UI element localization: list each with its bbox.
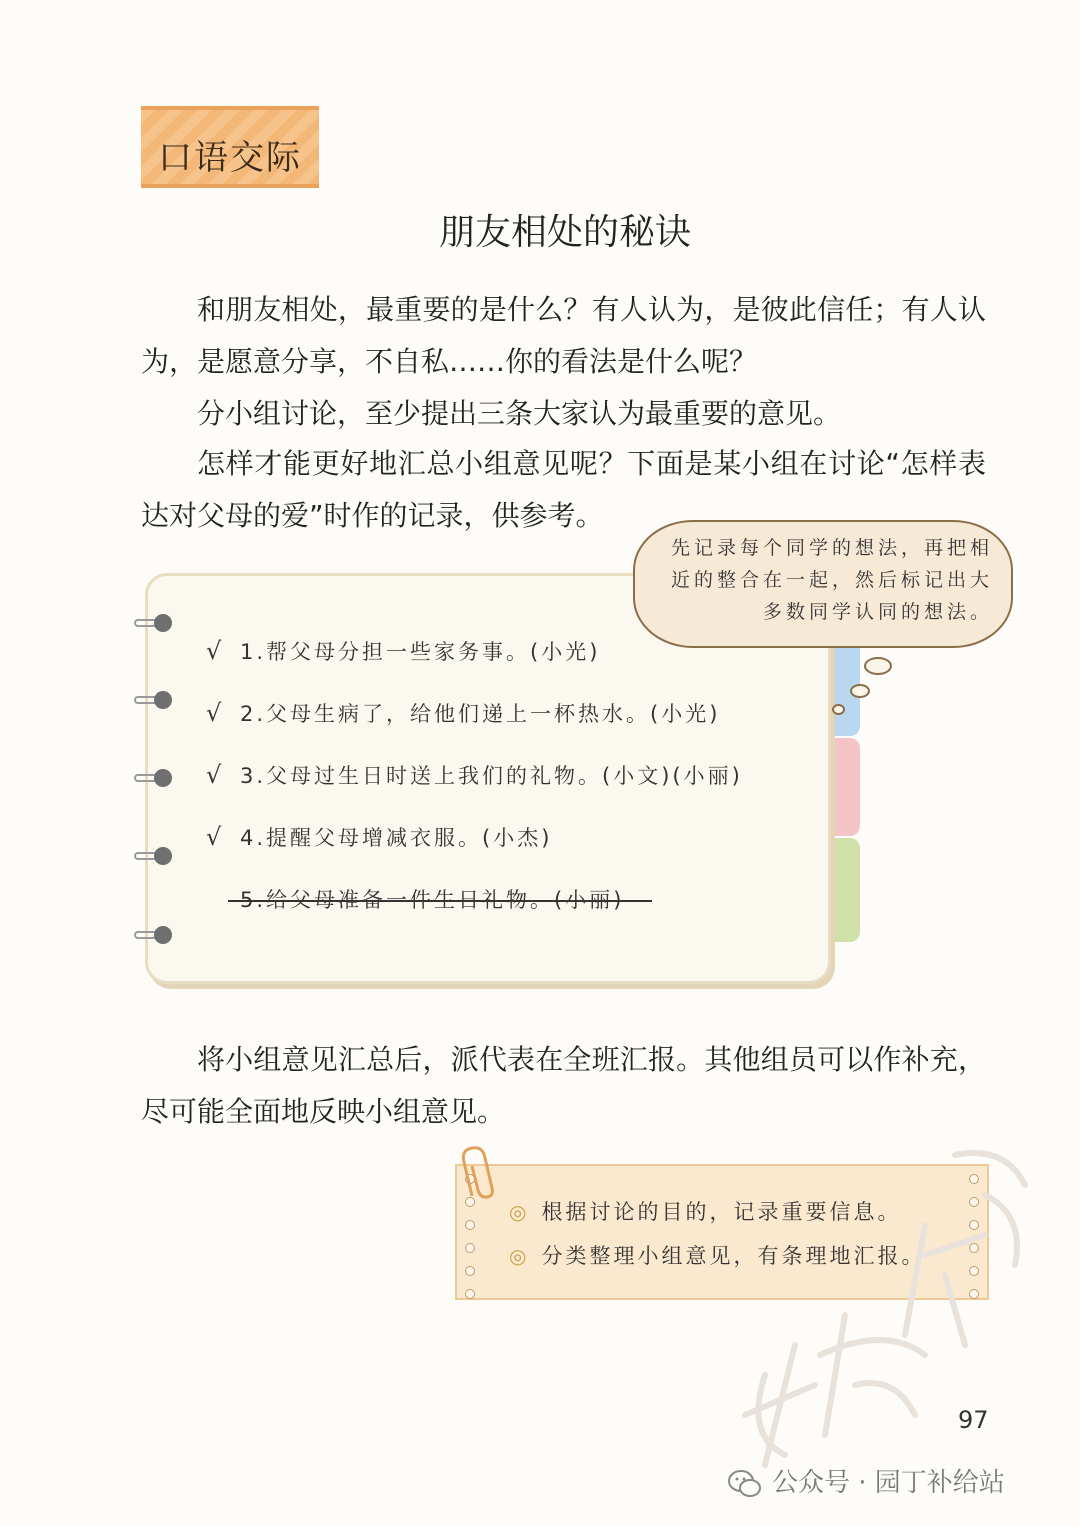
section-tag	[141, 106, 319, 188]
intro-paragraph: 和朋友相处，最重要的是什么？有人认为，是彼此信任；有人认为，是愿意分享，不自私……你的看法是什么呢？	[141, 293, 986, 378]
check-icon: √	[206, 637, 225, 665]
binder-ring	[134, 616, 174, 632]
bullet-icon: ◎	[509, 1200, 530, 1224]
thought-dot	[832, 704, 845, 715]
check-icon: √	[206, 823, 225, 851]
tip-item	[509, 1240, 925, 1270]
note-text: 4.提醒父母增减衣服。(小杰)	[240, 826, 553, 850]
note-text: 3.父母过生日时送上我们的礼物。(小文)(小丽)	[240, 764, 743, 788]
binder-ring	[134, 849, 174, 865]
thought-bubble-text: 先记录每个同学的想法，再把相近的整合在一起，然后标记出大多数同学认同的想法。	[670, 537, 993, 623]
binder-ring	[134, 928, 174, 944]
footer-source	[728, 1462, 1005, 1499]
task-paragraph: 分小组讨论，至少提出三条大家认为最重要的意见。	[197, 397, 842, 430]
section-tag-label: 口语交际	[158, 138, 302, 178]
thought-bubble	[633, 520, 1013, 648]
note-item	[206, 760, 743, 790]
lesson-title: 朋友相处的秘诀	[438, 212, 691, 253]
note-text: 1.帮父母分担一些家务事。(小光)	[240, 640, 601, 664]
binder-ring	[134, 693, 174, 709]
note-item	[206, 636, 600, 666]
note-text: 2.父母生病了，给他们递上一杯热水。(小光)	[240, 702, 721, 726]
check-icon: √	[206, 761, 225, 789]
tip-text: 根据讨论的目的，记录重要信息。	[541, 1200, 902, 1224]
note-text-struck: 5.给父母准备一件生日礼物。(小丽)	[240, 888, 625, 912]
wechat-icon	[728, 1469, 762, 1499]
page-number: 97	[958, 1406, 989, 1434]
closing-paragraph: 将小组意见汇总后，派代表在全班汇报。其他组员可以作补充，尽可能全面地反映小组意见。	[141, 1043, 986, 1128]
note-item	[206, 698, 720, 728]
bullet-icon: ◎	[509, 1244, 530, 1268]
tip-item	[509, 1196, 901, 1226]
thought-dot	[864, 657, 892, 675]
paperclip-icon	[458, 1144, 502, 1204]
note-item-struck	[206, 884, 624, 914]
footer-text: 公众号 · 园丁补给站	[772, 1468, 1005, 1498]
thought-dot	[850, 684, 870, 698]
tip-text: 分类整理小组意见，有条理地汇报。	[541, 1244, 926, 1268]
note-item	[206, 822, 552, 852]
check-icon: √	[206, 699, 225, 727]
tips-card	[455, 1164, 989, 1300]
method-paragraph: 怎样才能更好地汇总小组意见呢？下面是某小组在讨论“怎样表达对父母的爱”时作的记录，供参考。	[141, 447, 986, 532]
binder-ring	[134, 771, 174, 787]
